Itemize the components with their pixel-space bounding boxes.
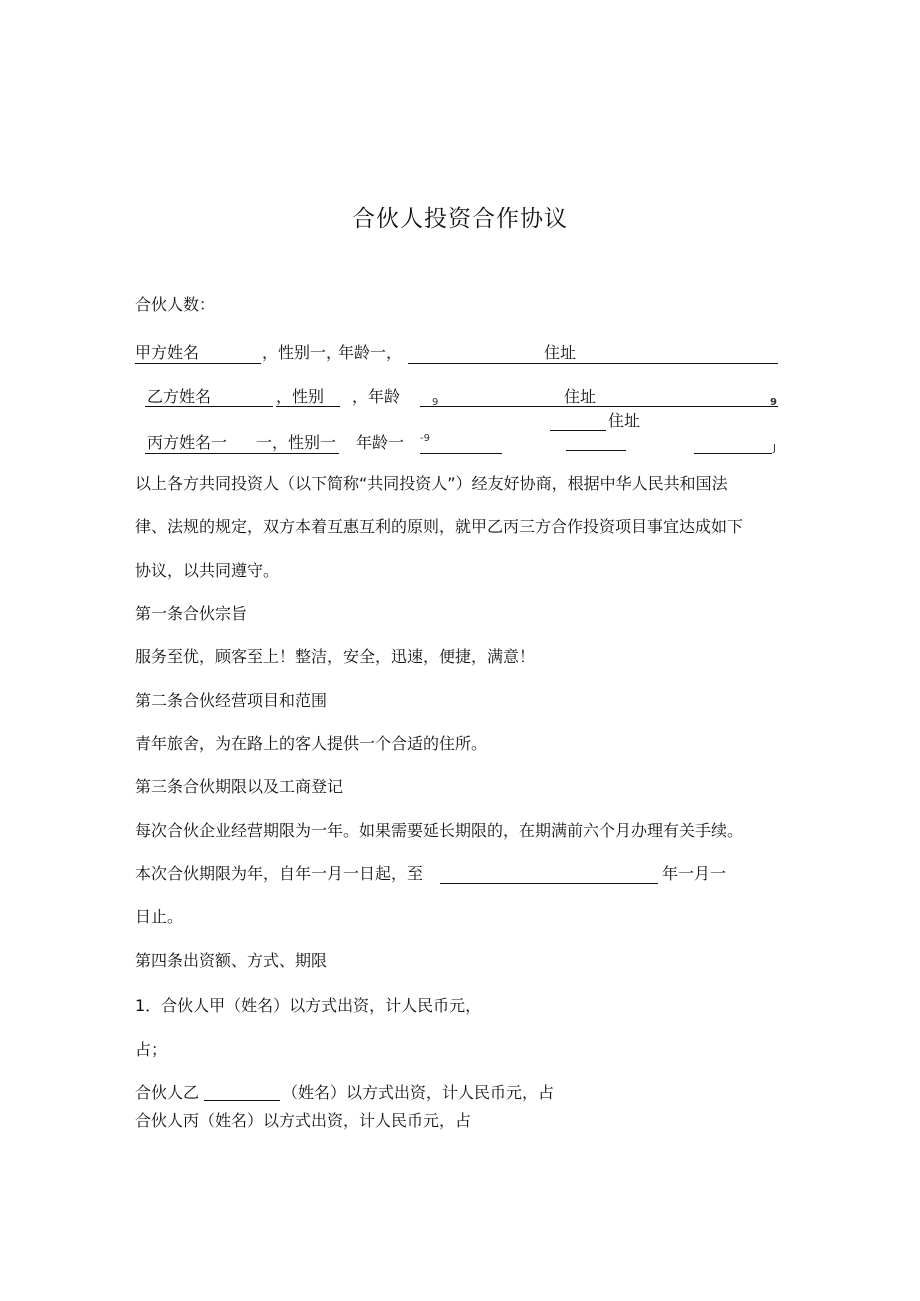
party-b-address-label: 住址 xyxy=(564,387,597,406)
party-c-underline-2 xyxy=(566,450,626,451)
party-c-age-label: 年龄一 xyxy=(356,433,405,452)
article-4-title: 第四条出资额、方式、期限 xyxy=(135,951,328,970)
party-c-underline-1 xyxy=(420,453,502,454)
intro-line-2: 律、法规的规定，双方本着互惠互利的原则，就甲乙丙三方合作投资项目事宜达成如下 xyxy=(135,517,744,536)
party-b-address-underline xyxy=(420,406,778,407)
article-2-text: 青年旅舍，为在路上的客人提供一个合适的住所。 xyxy=(135,734,488,753)
term-line-tail: 日止。 xyxy=(135,907,184,926)
party-a-name-label: 甲方姓名 xyxy=(135,343,200,362)
article-3-title: 第三条合伙期限以及工商登记 xyxy=(135,777,344,796)
party-c-address-label: 住址 xyxy=(608,411,641,430)
party-a-name-underline xyxy=(135,363,261,364)
party-a-address-underline xyxy=(408,363,778,364)
party-a-address-label: 住址 xyxy=(544,343,577,362)
contribution-a: 1．合伙人甲（姓名）以方式出资，计人民币元， xyxy=(135,996,482,1015)
party-c-address-underline-upper xyxy=(550,430,606,431)
document-title: 合伙人投资合作协议 xyxy=(352,206,568,232)
article-1-title: 第一条合伙宗旨 xyxy=(135,604,248,623)
party-b-name-label: 乙方姓名 xyxy=(147,387,212,406)
article-1-text: 服务至优，顾客至上！整洁，安全，迅速，便捷，满意！ xyxy=(135,647,536,666)
intro-line-1: 以上各方共同投资人（以下简称“共同投资人”）经友好协商，根据中华人民共和国法 xyxy=(135,474,728,493)
party-c-line-underline-left xyxy=(145,453,339,454)
party-c-gender-label: 一，性别一 xyxy=(256,433,337,452)
party-b-name-underline xyxy=(145,406,273,407)
party-b-gender-underline xyxy=(276,406,340,407)
term-line-start: 本次合伙期限为年，自年一月一日起，至 xyxy=(135,864,424,883)
party-a-gender-label: ，性别一， xyxy=(262,343,343,362)
term-line-end: 年一月一 xyxy=(662,864,727,883)
contribution-c: 合伙人丙（姓名）以方式出资，计人民币元，占 xyxy=(135,1111,472,1130)
party-c-underline-3 xyxy=(694,453,772,454)
contribution-a-tail: 占； xyxy=(135,1040,168,1059)
contribution-b-end: （姓名）以方式出资，计人民币元，占 xyxy=(282,1083,555,1102)
party-a-age-label: 年龄一， xyxy=(338,343,403,362)
party-b-mark-2: 9 xyxy=(770,397,777,408)
party-b-gender-label: ，性别 xyxy=(276,387,325,406)
term-date-underline xyxy=(440,883,658,884)
partner-count-label: 合伙人数： xyxy=(135,295,216,314)
article-2-title: 第二条合伙经营项目和范围 xyxy=(135,691,328,710)
party-b-mark-1: 9 xyxy=(432,397,439,408)
contribution-b-underline xyxy=(204,1100,280,1101)
intro-line-3: 协议，以共同遵守。 xyxy=(135,561,280,580)
party-c-name-label: 丙方姓名一 xyxy=(147,433,228,452)
contribution-b-start: 合伙人乙 xyxy=(135,1083,200,1102)
article-3-text: 每次合伙企业经营期限为一年。如果需要延长期限的，在期满前六个月办理有关手续。 xyxy=(135,821,744,840)
party-c-mark-1: -9 xyxy=(420,433,430,444)
party-c-mark-2: J xyxy=(773,443,776,454)
party-b-age-label: ，年龄 xyxy=(352,387,401,406)
